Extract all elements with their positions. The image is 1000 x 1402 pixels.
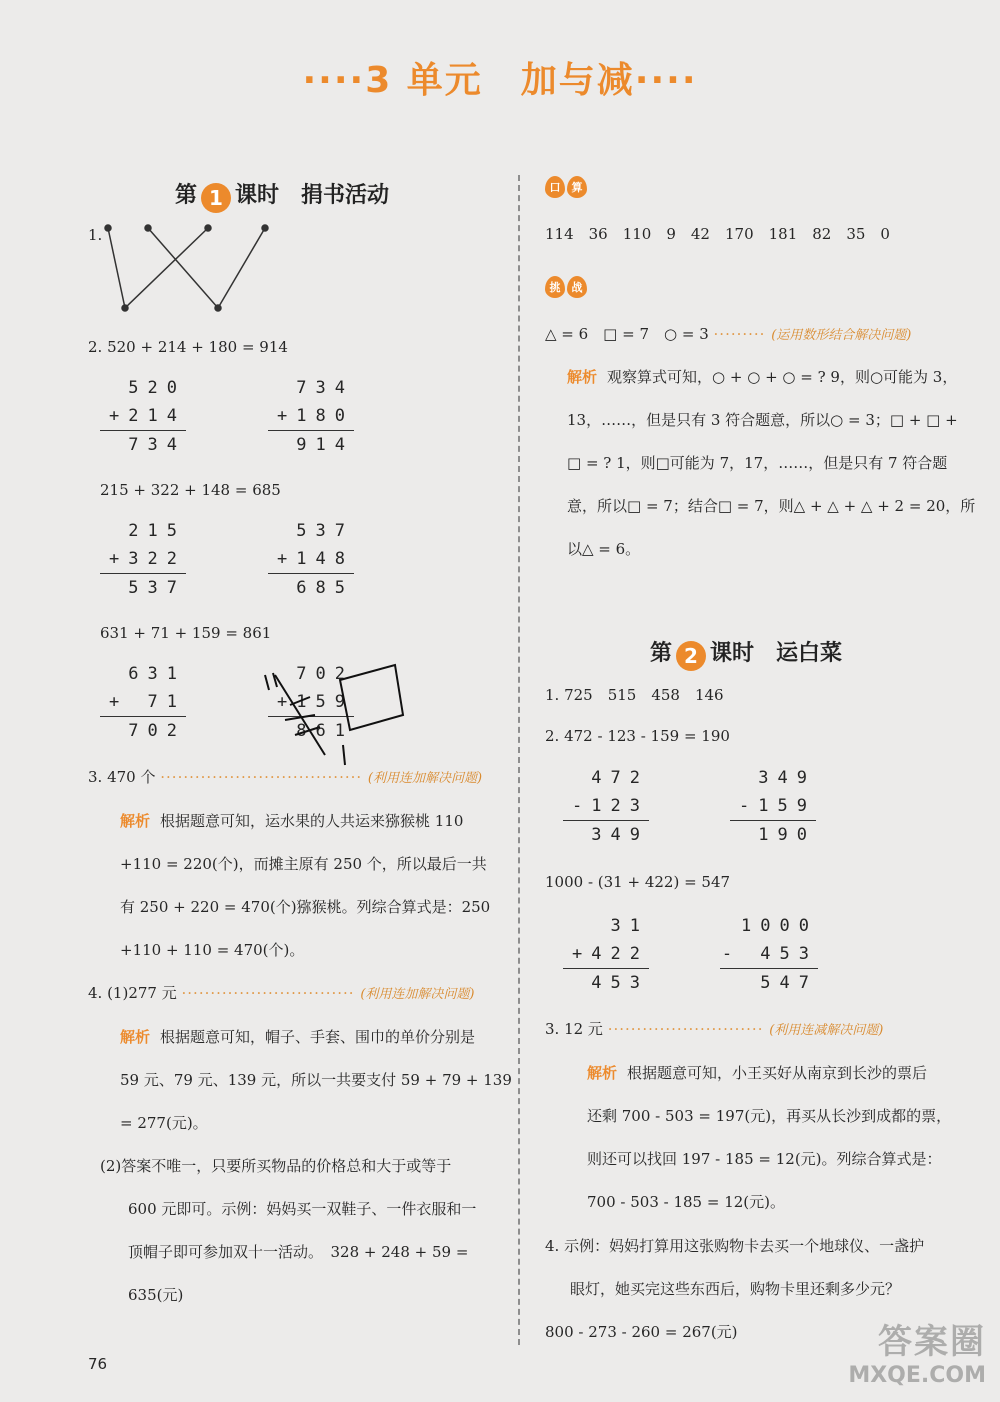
q1-label: 1. [88, 226, 103, 244]
lesson-title-prefix: 第 [650, 641, 673, 666]
explanation-text: 观察算式可知，○ + ○ + ○ = ? 9，则○可能为 3， [607, 368, 958, 386]
l2-q4-text: 800 - 273 - 260 = 267(元) [545, 1323, 738, 1341]
l2-q3-method-hint: (利用连减解决问题) [769, 1023, 884, 1038]
lesson-title-text: 课时 捐书活动 [235, 183, 390, 208]
explanation-text: 700 - 503 - 185 = 12(元)。 [587, 1193, 785, 1211]
lesson-number-badge: 2 [676, 641, 706, 671]
match-dot [205, 225, 211, 231]
l2-q4-text: 4. 示例：妈妈打算用这张购物卡去买一个地球仪、一盏护 [545, 1237, 925, 1255]
right-column [525, 0, 1000, 1402]
calc-result: 453 [563, 968, 649, 997]
match-line [108, 228, 125, 308]
match-line [125, 228, 208, 308]
explanation-tag: 解析 [567, 368, 598, 386]
calc-row: 702 [277, 664, 354, 684]
challenge-answer-line [545, 323, 995, 344]
calc-result: 861 [268, 716, 354, 745]
calc-row: +214 [109, 406, 186, 426]
explanation-tag: 解析 [587, 1064, 618, 1082]
calc-row: -159 [739, 796, 816, 816]
explanation-text: 意，所以□ = 7；结合□ = 7，则△ + △ + △ + 2 = 20，所 [567, 497, 976, 515]
calc-row: + 71 [109, 692, 186, 712]
vertical-calc [268, 374, 354, 459]
explanation-tag: 解析 [120, 812, 151, 830]
match-dot [145, 225, 151, 231]
q4-part2-text: 顶帽子即可参加双十一活动。 328 + 248 + 59 = [128, 1243, 469, 1261]
q4-part2-text: 600 元即可。示例：妈妈买一双鞋子、一件衣服和一 [128, 1200, 477, 1218]
site-watermark [786, 1314, 986, 1388]
match-line [218, 228, 265, 308]
explanation-text: = 277(元)。 [120, 1114, 208, 1132]
unit-title: ····3 单元 加与减···· [302, 60, 698, 101]
challenge-explanation-line [567, 366, 957, 387]
q4-part2-text: 635(元) [128, 1286, 184, 1304]
calc-result: 190 [730, 820, 816, 849]
explanation-text: 根据题意可知，小王买好从南京到长沙的票后 [627, 1064, 928, 1082]
calc-result: 349 [563, 820, 649, 849]
q3-method-hint: (利用连加解决问题) [367, 771, 483, 786]
watermark-logo-text: 答案圈 [878, 1322, 986, 1362]
q4-answer-line [88, 982, 508, 1003]
dot-leader: ········· [713, 325, 772, 343]
calc-row: 349 [739, 768, 816, 788]
q2-equation-3: 631 + 71 + 159 = 861 [100, 624, 272, 642]
handwritten-scribble [255, 635, 415, 775]
badge-char: 算 [567, 176, 587, 198]
column-divider [518, 175, 520, 1345]
vertical-calc [563, 764, 649, 849]
explanation-text: +110 = 220(个)，而摊主原有 250 个，所以最后一共 [120, 855, 487, 873]
challenge-method-hint: (运用数形结合解决问题) [771, 328, 912, 343]
lesson-title-text: 课时 运白菜 [710, 641, 843, 666]
l2-q2-equation-1: 2. 472 - 123 - 159 = 190 [545, 727, 730, 745]
calc-result: 537 [100, 573, 186, 602]
explanation-text: 有 250 + 220 = 470(个)猕猴桃。列综合算式是：250 [120, 898, 491, 916]
dot-leader: ··························· [607, 1020, 770, 1038]
vertical-calc [100, 374, 186, 459]
badge-char: 挑 [545, 276, 565, 298]
calc-row: +322 [109, 549, 186, 569]
page-number: 76 [88, 1355, 108, 1373]
calc-result: 685 [268, 573, 354, 602]
calc-row: -123 [572, 796, 649, 816]
q3-answer-line [88, 766, 508, 787]
vertical-calc [730, 764, 816, 849]
vertical-calc [268, 517, 354, 602]
q2-equation-2: 215 + 322 + 148 = 685 [100, 481, 281, 499]
l2-q4-text: 眼灯，她买完这些东西后，购物卡里还剩多少元？ [570, 1280, 901, 1298]
explanation-text: 根据题意可知，运水果的人共运来猕猴桃 110 [160, 812, 464, 830]
explanation-text: 还剩 700 - 503 = 197(元)，再买从长沙到成都的票， [587, 1107, 952, 1125]
challenge-answer: △ = 6 □ = 7 ○ = 3 [545, 325, 709, 343]
explanation-text: 以△ = 6。 [567, 540, 641, 558]
q2-equation-1: 2. 520 + 214 + 180 = 914 [88, 338, 288, 356]
calc-result: 734 [100, 430, 186, 459]
badge-char: 口 [545, 176, 565, 198]
explanation-tag: 解析 [120, 1028, 151, 1046]
calc-row: 537 [277, 521, 354, 541]
calc-row: +422 [572, 944, 649, 964]
vertical-calc [563, 912, 649, 997]
l2-q2-equation-2: 1000 - (31 + 422) = 547 [545, 873, 731, 891]
match-dot [105, 225, 111, 231]
q3-answer: 3. 470 个 [88, 768, 156, 786]
l2-q3-explanation-line [587, 1062, 927, 1083]
explanation-text: +110 + 110 = 470(个)。 [120, 941, 305, 959]
lesson-title-prefix: 第 [175, 183, 198, 208]
q3-explanation-line [120, 810, 463, 831]
lesson-number-badge: 1 [201, 183, 231, 213]
dot-leader: ··································· [160, 768, 368, 786]
calc-row: +148 [277, 549, 354, 569]
lesson-1-title [175, 178, 389, 213]
match-dot [215, 305, 221, 311]
badge-char: 战 [567, 276, 587, 298]
calc-result: 702 [100, 716, 186, 745]
calc-row: 215 [109, 521, 186, 541]
vertical-calc [720, 912, 818, 997]
explanation-text: 59 元、79 元、139 元，所以一共要支付 59 + 79 + 139 [120, 1071, 512, 1089]
watermark-url: MXQE.COM [848, 1363, 986, 1388]
matching-lines-figure [100, 220, 280, 320]
match-dot [262, 225, 268, 231]
l2-q1-answers: 1. 725 515 458 146 [545, 686, 724, 704]
q4-answer: 4. (1)277 元 [88, 984, 177, 1002]
calc-result: 914 [268, 430, 354, 459]
dot-leader: ······························ [181, 984, 361, 1002]
explanation-text: □ = ? 1，则□可能为 7，17，……，但是只有 7 符合题 [567, 454, 948, 472]
q4-explanation-line [120, 1026, 475, 1047]
calc-row: +180 [277, 406, 354, 426]
calc-row: 31 [591, 916, 649, 936]
calc-row: 631 [109, 664, 186, 684]
explanation-text: 则还可以找回 197 - 185 = 12(元)。列综合算式是： [587, 1150, 942, 1168]
l2-q3-answer: 3. 12 元 [545, 1020, 603, 1038]
calc-row: 734 [277, 378, 354, 398]
q4-part2-text: (2)答案不唯一，只要所买物品的价格总和大于或等于 [100, 1157, 452, 1175]
lesson-2-title [650, 636, 842, 671]
vertical-calc [100, 517, 186, 602]
l2-q3-answer-line [545, 1018, 995, 1039]
mental-calc-answers: 114 36 110 9 42 170 181 82 35 0 [545, 225, 890, 243]
match-dot [122, 305, 128, 311]
q4-method-hint: (利用连加解决问题) [360, 987, 475, 1002]
calc-row: 1000 [741, 916, 818, 936]
explanation-text: 根据题意可知，帽子、手套、围巾的单价分别是 [160, 1028, 476, 1046]
calc-row: 520 [109, 378, 186, 398]
mental-calc-badge [545, 176, 587, 198]
calc-row: 472 [572, 768, 649, 788]
explanation-text: 13，……，但是只有 3 符合题意，所以○ = 3；□ + □ + [567, 411, 958, 429]
match-line [148, 228, 218, 308]
vertical-calc [100, 660, 186, 745]
calc-row: +159 [277, 692, 354, 712]
calc-row: - 453 [721, 944, 818, 964]
challenge-badge [545, 276, 587, 298]
calc-result: 547 [720, 968, 818, 997]
